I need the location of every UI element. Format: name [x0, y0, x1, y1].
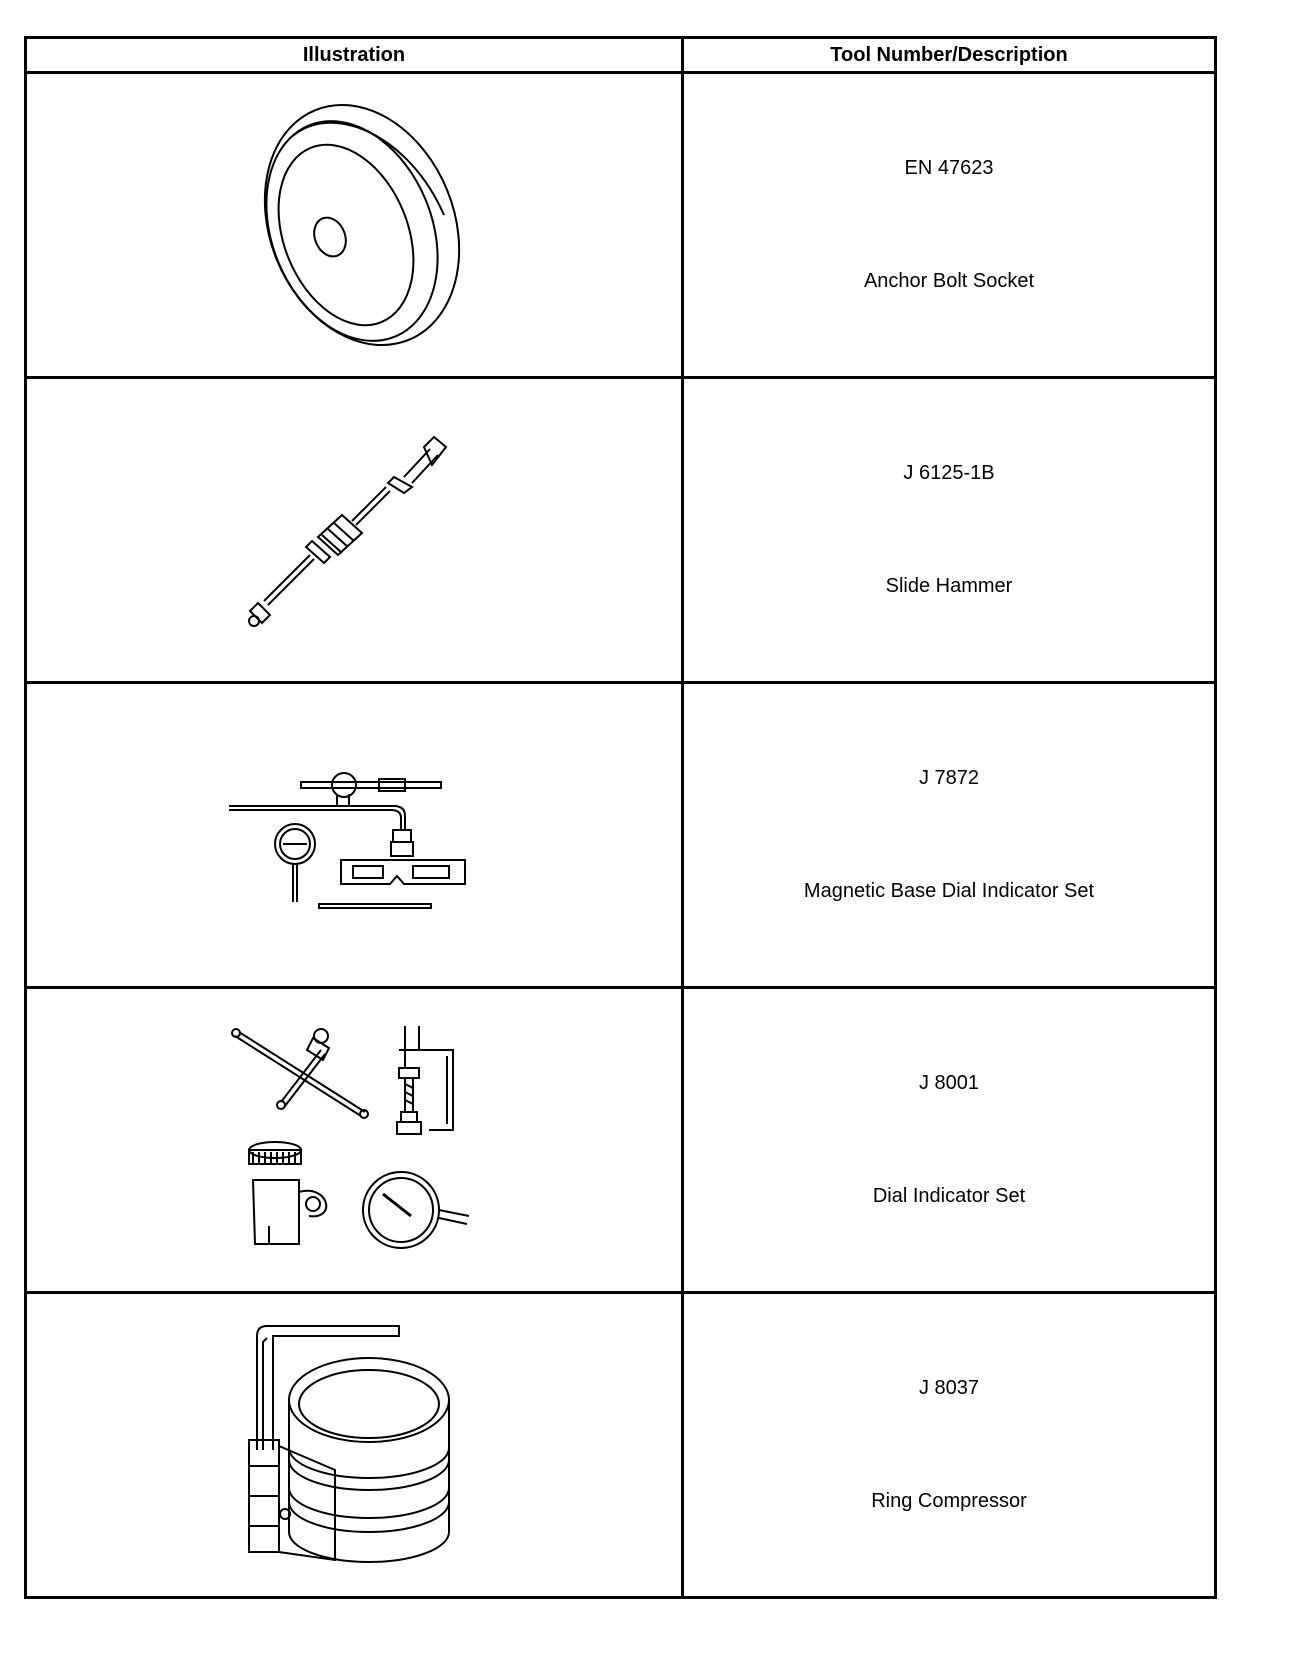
slide-hammer-icon	[234, 425, 474, 635]
illustration-cell	[26, 683, 683, 988]
illustration-cell	[26, 73, 683, 378]
tool-number: J 8001	[918, 1072, 980, 1094]
tool-number: J 8037	[918, 1377, 980, 1399]
tool-description: Anchor Bolt Socket	[863, 270, 1035, 292]
table-row	[26, 988, 1216, 1293]
illustration-cell	[26, 988, 683, 1293]
magnetic-base-dial-indicator-icon	[229, 760, 479, 910]
tool-description: Ring Compressor	[871, 1490, 1027, 1512]
illustration-cell	[26, 378, 683, 683]
table-row	[26, 1293, 1216, 1598]
tool-description-cell	[683, 988, 1216, 1293]
dial-indicator-set-icon	[229, 1020, 479, 1260]
header-illustration: Illustration	[26, 38, 683, 73]
table-row	[26, 683, 1216, 988]
tool-description-cell	[683, 1293, 1216, 1598]
tool-number: J 7872	[918, 767, 980, 789]
tool-description-cell	[683, 378, 1216, 683]
table-row	[26, 378, 1216, 683]
tool-description: Magnetic Base Dial Indicator Set	[803, 880, 1095, 902]
special-tools-table	[24, 36, 1217, 1599]
tool-description: Dial Indicator Set	[872, 1185, 1026, 1207]
table-header-row	[26, 38, 1216, 73]
tool-description-cell	[683, 73, 1216, 378]
tool-number: EN 47623	[904, 157, 994, 179]
anchor-bolt-socket-icon	[234, 95, 474, 355]
ring-compressor-icon	[239, 1320, 469, 1570]
tool-description: Slide Hammer	[885, 575, 1013, 597]
illustration-cell	[26, 1293, 683, 1598]
table-row	[26, 73, 1216, 378]
tool-description-cell	[683, 683, 1216, 988]
header-tool-number-description: Tool Number/Description	[683, 38, 1216, 73]
tool-number: J 6125-1B	[903, 462, 995, 484]
